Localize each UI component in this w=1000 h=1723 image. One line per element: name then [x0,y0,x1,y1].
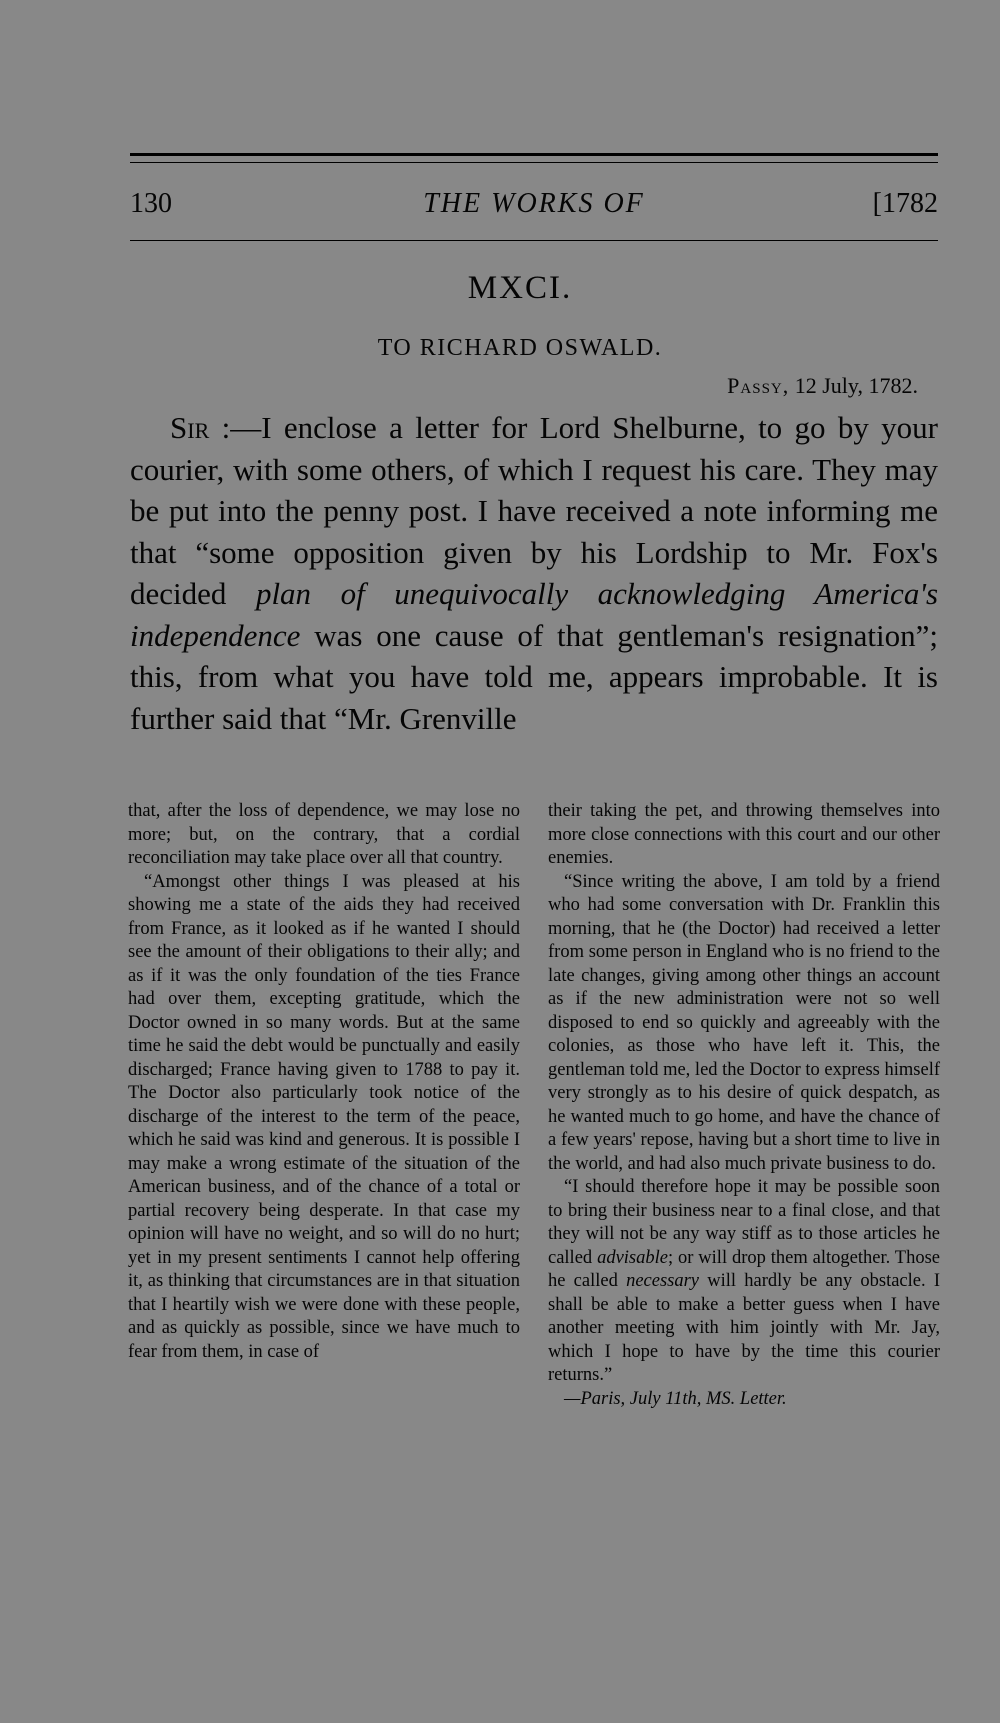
salutation: Sir [170,410,210,445]
footnote-paragraph [548,1176,940,1388]
footnote-column-right [548,800,940,1411]
header-year: [1782 [872,188,938,219]
footnote-paragraph: “Since writing the above, I am told by a friend who had some conversation with Dr. Franklin this morning, that he (the Doctor) had received a letter from some person in England who is no friend to the late changes, giving among other things an account as if the new administration were not so well disposed to end so quickly and agreeably with the colonies, as those who have left it. This, the gentleman told me, led the Doctor to express himself very strongly as to his desire of quick despatch, as he wanted much to go home, and have the chance of a few years' repose, having but a short time to live in the world, and had also much private business to do. [548,871,940,1174]
footnote-columns [128,800,940,1610]
dateline-date: 12 July, 1782. [794,373,918,398]
footnote-paragraph: that, after the loss of dependence, we may lose no more; but, on the contrary, that a cordial reconciliation may take place over all that country. [128,801,520,868]
dateline [727,373,918,399]
page-number: 130 [130,188,172,219]
letter-body [130,407,938,739]
dateline-place: Passy, [727,373,790,398]
footnote-text: will hardly be any obstacle. I shall be able to make a better guess when I have another meeting with him jointly with Mr. Jay, which I hope to have by the time this courier returns.” [548,1271,940,1385]
header-double-rule [130,153,938,163]
running-header [130,188,938,228]
running-title: THE WORKS OF [423,188,645,219]
body-text: :—I enclose a letter for Lord Shelburne, to go by your courier, with some others, of which I request his care. They may be put into the penny post. I have received a note informing me that “some opposition given by his Lordship to Mr. Fox's decided [130,410,938,611]
footnote-text: “I should therefore hope it may be possible soon to bring their business near to a final close, and that they will not be any way stiff as to those articles he called [548,1177,940,1268]
footnote-paragraph: their taking the pet, and throwing themselves into more close connections with this court and our other enemies. [548,801,940,868]
letter-paragraph [130,407,938,739]
letter-recipient: TO RICHARD OSWALD. [377,335,663,361]
footnote-text: ; or will drop them altogether. Those he called [548,1247,940,1291]
footnote-source-text: —Paris, July 11th, MS. Letter. [564,1388,787,1409]
body-italic-phrase: plan of unequivocally acknowledging America's independence [130,576,939,653]
footnote-source [548,1388,940,1412]
footnote-italic-word: necessary [626,1271,700,1291]
footnote-italic-word: advisable [597,1247,668,1268]
letter-number: MXCI. [467,270,573,306]
footnote-column-left [128,800,520,1364]
header-rule [130,240,938,241]
body-text: was one cause of that gentleman's resignation”; this, from what you have told me, appears improbable. It is further said that “Mr. Grenville [130,617,938,736]
footnote-paragraph: “Amongst other things I was pleased at his showing me a state of the aids they had received from France, as it looked as if he wanted I should see the amount of their obligations to their ally; and as if it was the only foundation of the ties France had over them, excepting gratitude, which the Doctor owned in so many words. But at the same time he said the debt would be punctually and easily discharged; France having given to 1788 to pay it. The Doctor also particularly took notice of the discharge of the interest to the term of the peace, which he said was kind and generous. It is possible I may make a wrong estimate of the situation of the American business, and of the chance of a total or partial recovery being desperate. In that case my opinion will have no weight, and so will do no hurt; yet in my present sentiments I cannot help offering it, as thinking that circumstances are in that situation that I heartily wish we were done with these people, and as quickly as possible, since we have much to fear from them, in case of [128,871,520,1362]
